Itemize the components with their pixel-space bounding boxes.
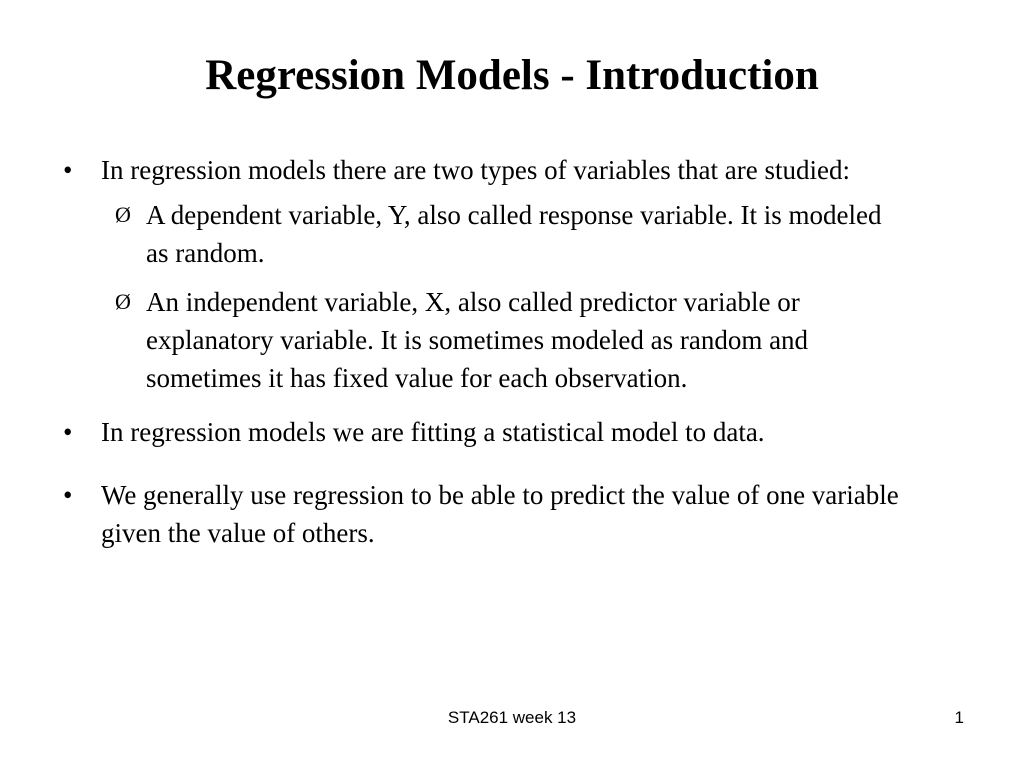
bullet-marker: • <box>63 417 73 447</box>
sub-bullet-item <box>115 283 925 397</box>
bullet-marker: • <box>63 480 73 510</box>
bullet-item <box>63 413 983 451</box>
page-number: 1 <box>954 708 964 727</box>
slide-footer: STA261 week 13 <box>447 708 577 727</box>
bullet-text: We generally use regression to be able to predict the value of one variable given the value of others. <box>101 480 899 548</box>
bullet-item <box>63 151 983 189</box>
slide-title: Regression Models - Introduction <box>205 52 819 99</box>
arrow-bullet-icon: Ø <box>115 202 131 227</box>
bullet-text: In regression models we are fitting a statistical model to data. <box>101 417 765 447</box>
bullet-marker: • <box>63 155 73 185</box>
bullet-item <box>63 476 943 552</box>
sub-bullet-text: A dependent variable, Y, also called response variable. It is modeled as random. <box>146 200 882 268</box>
sub-bullet-item <box>115 196 905 272</box>
bullet-text: In regression models there are two types of variables that are studied: <box>101 155 850 185</box>
arrow-bullet-icon: Ø <box>115 289 131 314</box>
sub-bullet-text: An independent variable, X, also called predictor variable or explanatory variable. It is sometimes modeled as random and sometimes it has fixed value for each observation. <box>146 287 809 393</box>
